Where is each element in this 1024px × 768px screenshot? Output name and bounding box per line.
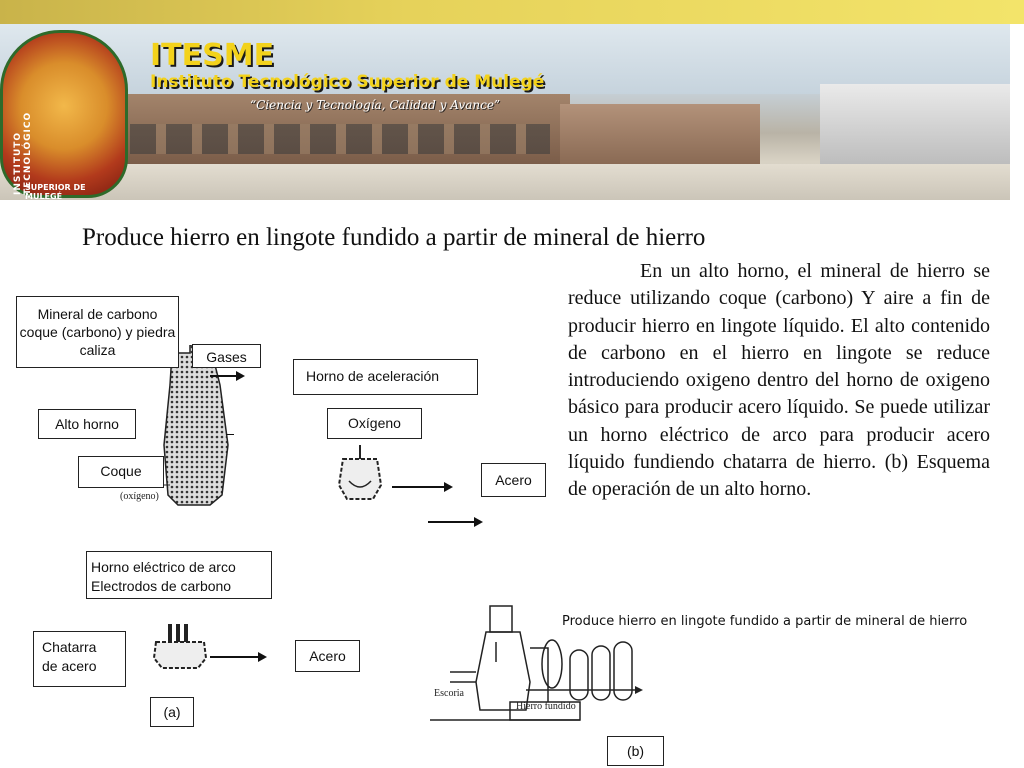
acero-top-box: Acero [481,463,546,497]
coque-box: Coque [78,456,164,488]
logo-bottom-text: SUPERIOR DE MULEGÉ [25,183,86,200]
mineral-box: Mineral de carbono coque (carbono) y piedra caliza [16,296,179,368]
acero-bottom-arrow [210,656,258,658]
oxigeno-small-label: (oxígeno) [120,491,159,502]
oxigeno-box: Oxígeno [327,408,422,439]
blast-furnace-drawing [150,345,250,510]
institution-motto: “Ciencia y Tecnología, Calidad y Avance” [250,98,501,112]
banner-windows [130,124,550,154]
header-banner [0,24,1010,200]
tick-mark [226,434,234,435]
escoria-label: Escoria [434,688,464,699]
gases-box: Gases [192,344,261,368]
connector-arrow-head [474,517,483,527]
horno-electrico-line2: Electrodos de carbono [91,578,232,594]
acero-bottom-box: Acero [295,640,360,672]
horno-electrico-box [86,551,272,599]
chatarra-line2: de acero [42,658,97,674]
acero-top-arrow-head [444,482,453,492]
institution-logo [0,30,128,198]
header-top-bar [0,0,1024,24]
chatarra-line1: Chatarra [42,639,97,655]
horno-aceleracion-box: Horno de aceleración [293,359,478,395]
banner-building [820,84,1010,164]
brand-name: ITESME [150,38,275,73]
connector-arrow [428,521,474,523]
label-a: (a) [150,697,194,727]
acero-bottom-arrow-head [258,652,267,662]
banner-building [560,104,760,164]
institution-name: Instituto Tecnológico Superior de Mulegé [150,72,545,92]
alto-horno-box: Alto horno [38,409,136,439]
hierro-fundido-label: Hierro fundido [516,701,576,712]
gases-arrow [210,375,236,377]
electric-arc-furnace-drawing [150,624,210,674]
slide-title: Produce hierro en lingote fundido a partir de mineral de hierro [82,224,706,251]
acero-top-arrow [392,486,444,488]
slide-description: En un alto horno, el mineral de hierro se reduce utilizando coque (carbono) Y aire a fin de producir hierro en lingote líquido. El alto contenido de carbono en el hierro en lingote se reduce introduciendo oxigeno dentro del horno de oxigeno básico para producir acero líquido. Se puede utilizar un horno eléctrico de arco para producir acero líquido fundiendo chatarra de hierro. (b) Esquema de operación de un alto horno. [568,260,990,501]
oxygen-furnace-drawing [335,445,385,505]
label-b: (b) [607,736,664,766]
banner-ground [0,164,1010,200]
logo-side-text: INSTITUTO TECNOLÓGICO [13,111,33,195]
chatarra-box [33,631,126,687]
gases-arrow-head [236,371,245,381]
horno-electrico-line1: Horno eléctrico de arco [91,559,236,575]
figure-b-caption: Produce hierro en lingote fundido a partir de mineral de hierro [562,614,968,629]
